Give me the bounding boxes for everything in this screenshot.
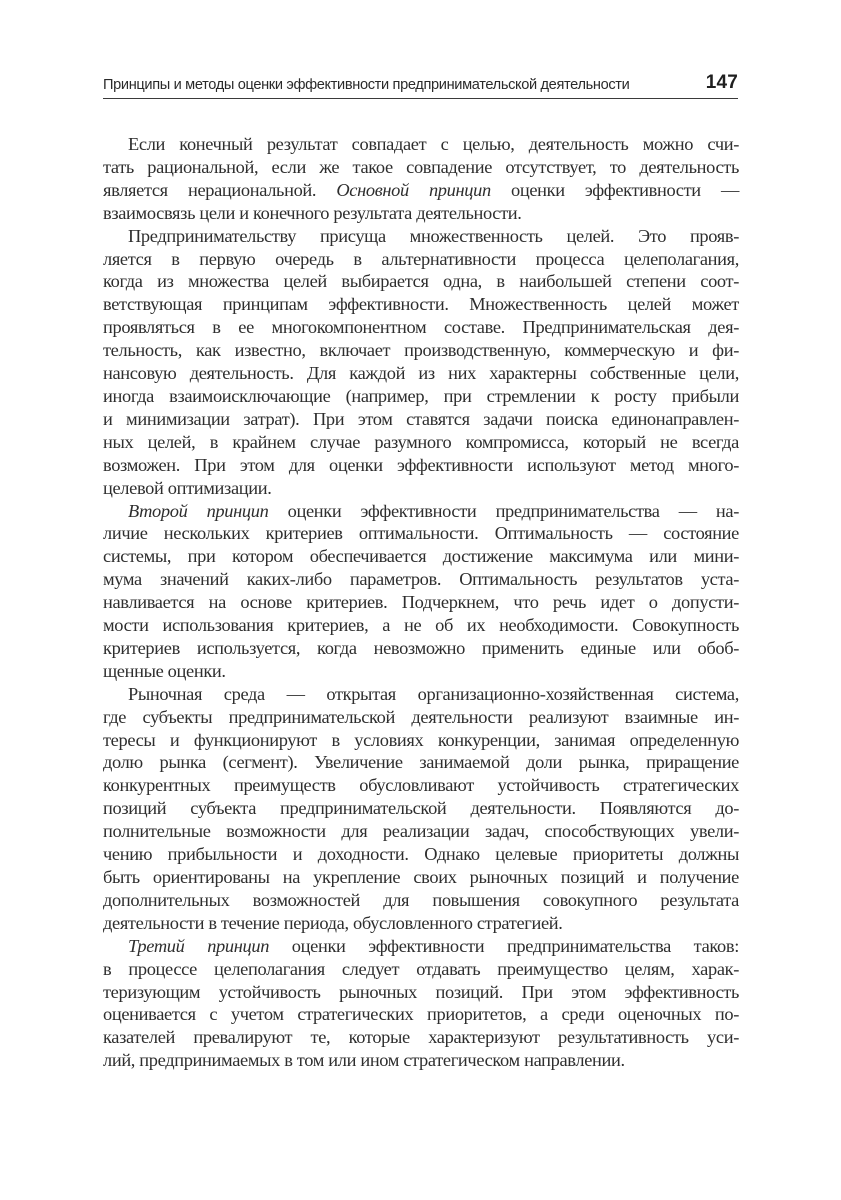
paragraph-4 (103, 683, 739, 935)
text-line: проявляться в ее многокомпонентном составе. Предпринимательская дея- (103, 317, 739, 338)
text-fragment: оценки эффективности — (490, 179, 739, 200)
text-line: критериев используется, когда невозможно применить единые или обоб- (103, 637, 739, 658)
text-line: позиций субъекта предпринимательской деятельности. Появляются до- (103, 798, 739, 819)
text-line: ветствующая принципам эффективности. Множественность целей может (103, 294, 739, 315)
text-line: в процессе целеполагания следует отдавать преимущество целям, харак- (103, 958, 739, 979)
text-line: Рыночная среда — открытая организационно-хозяйственная система, (128, 683, 739, 704)
text-line: Предпринимательству присуща множественность целей. Это прояв- (128, 225, 739, 246)
running-title: Принципы и методы оценки эффективности предпринимательской деятельности (103, 77, 630, 93)
text-line: и минимизации затрат). При этом ставятся задачи поиска единонаправлен- (103, 408, 739, 429)
text-line: возможен. При этом для оценки эффективности используют метод много- (103, 454, 739, 475)
text-line: дополнительных возможностей для повышения совокупного результата (103, 889, 739, 910)
paragraph-5 (103, 935, 739, 1072)
text-line: где субъекты предпринимательской деятельности реализуют взаимные ин- (103, 706, 739, 727)
text-line (103, 935, 739, 958)
text-line: щенные оценки. (103, 660, 226, 681)
paragraph-2 (103, 225, 739, 500)
text-line: быть ориентированы на укрепление своих рыночных позиций и получение (103, 867, 739, 887)
text-line: навливается на основе критериев. Подчеркнем, что речь идет о допусти- (103, 592, 739, 613)
text-line: лий, предпринимаемых в том или ином стратегическом направлении. (103, 1050, 625, 1071)
text-line: тельность, как известно, включает производственную, коммерческую и фи- (103, 340, 739, 361)
text-line: тересы и функционируют в условиях конкуренции, занимая определенную (103, 729, 739, 750)
text-line: тать рациональной, если же такое совпадение отсутствует, то деятельность (103, 156, 739, 177)
text-line: целевой оптимизации. (103, 477, 272, 498)
body-text (103, 133, 739, 1072)
page-number: 147 (705, 72, 738, 93)
text-line: личие нескольких критериев оптимальности. Оптимальность — состояние (103, 523, 739, 544)
text-line: когда из множества целей выбирается одна, в наибольшей степени соот- (103, 271, 739, 292)
text-fragment: оценки эффективности предпринимательства таков: (269, 935, 739, 956)
text-line: деятельности в течение периода, обусловленного стратегией. (103, 912, 563, 933)
text-line: Если конечный результат совпадает с целью, деятельность можно счи- (128, 134, 739, 154)
paragraph-1 (103, 133, 739, 225)
text-line: чению прибыльности и доходности. Однако целевые приоритеты должны (103, 844, 739, 865)
text-line (103, 179, 739, 202)
italic-term-third-principle: Третий принцип (128, 935, 270, 956)
text-line: иногда взаимоисключающие (например, при стремлении к росту прибыли (103, 385, 739, 406)
text-line (103, 500, 739, 523)
text-line: взаимосвязь цели и конечного результата деятельности. (103, 202, 522, 223)
text-line: казателей превалируют те, которые характеризуют результативность уси- (103, 1027, 739, 1048)
italic-term-main-principle: Основной принцип (336, 179, 491, 200)
text-line: конкурентных преимуществ обусловливают устойчивость стратегических (103, 775, 739, 796)
italic-term-second-principle: Второй принцип (128, 500, 269, 521)
paragraph-3 (103, 500, 739, 683)
text-line: нансовую деятельность. Для каждой из них характерны собственные цели, (103, 363, 739, 384)
text-fragment: оценки эффективности предпринимательства — на- (268, 500, 740, 521)
text-line: системы, при котором обеспечивается достижение максимума или мини- (103, 546, 739, 567)
text-fragment: является нерациональной. (103, 179, 317, 200)
page-header (103, 72, 738, 99)
text-line: ляется в первую очередь в альтернативности процесса целеполагания, (103, 248, 739, 269)
text-line: полнительные возможности для реализации задач, способствующих увели- (103, 821, 739, 842)
text-line: ных целей, в крайнем случае разумного компромисса, который не всегда (103, 431, 739, 452)
text-line: мости использования критериев, а не об их необходимости. Совокупность (103, 615, 739, 636)
text-line: теризующим устойчивость рыночных позиций. При этом эффективность (103, 981, 739, 1002)
text-line: мума значений каких-либо параметров. Оптимальность результатов уста- (103, 569, 739, 590)
text-line: долю рынка (сегмент). Увеличение занимаемой доли рынка, приращение (103, 752, 739, 773)
text-line: оценивается с учетом стратегических приоритетов, а среди оценочных по- (103, 1004, 739, 1025)
